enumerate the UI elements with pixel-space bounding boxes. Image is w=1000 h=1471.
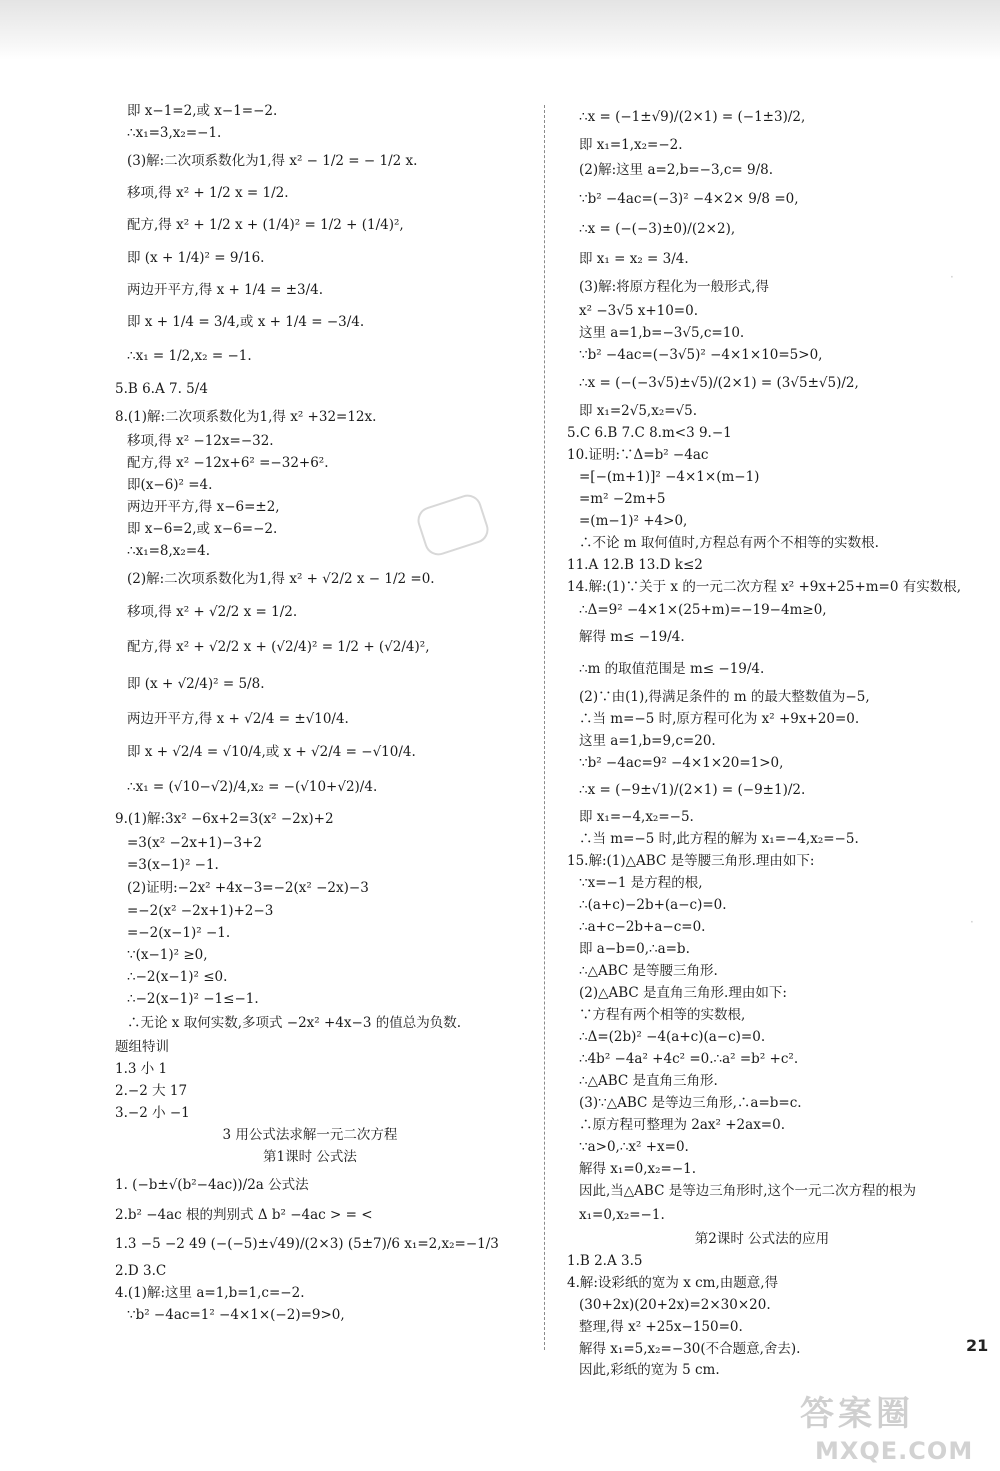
answer-line: ∴△ABC 是直角三角形. (579, 1073, 718, 1089)
answer-line: ∴a+c−2b+a−c=0. (579, 919, 706, 935)
answer-line: ∴Δ=(2b)² −4(a+c)(a−c)=0. (579, 1029, 766, 1045)
answer-line: 9.(1)解:3x² −6x+2=3(x² −2x)+2 (115, 811, 334, 827)
answer-line: 即(x−6)² =4. (127, 477, 213, 493)
answer-line: ∵方程有两个相等的实数根, (579, 1007, 746, 1023)
answer-line: 即 x₁ = x₂ = 3/4. (579, 251, 689, 267)
answer-line: 即 x₁=2√5,x₂=√5. (579, 403, 698, 419)
answer-line: 移项,得 x² + √2/2 x = 1/2. (127, 604, 298, 620)
answer-line: 整理,得 x² +25x−150=0. (579, 1319, 743, 1335)
answer-line: 5.C 6.B 7.C 8.m<3 9.−1 (567, 425, 732, 441)
answer-line: 两边开平方,得 x + 1/4 = ±3/4. (127, 282, 324, 298)
answer-line: 这里 a=1,b=−3√5,c=10. (579, 325, 745, 341)
answer-line: 因此,当△ABC 是等边三角形时,这个一元二次方程的根为 (579, 1183, 917, 1199)
answer-line: ∵b² −4ac=1² −4×1×(−2)=9>0, (127, 1307, 345, 1323)
answer-line: 题组特训 (115, 1039, 169, 1055)
answer-line: ∴x = (−9±√1)/(2×1) = (−9±1)/2. (579, 782, 806, 798)
left-answer-column (115, 100, 535, 1326)
answer-line: ∵(x−1)² ≥0, (127, 947, 208, 963)
answer-line: ∴Δ=9² −4×1×(25+m)=−19−4m≥0, (579, 602, 827, 618)
answer-line: =m² −2m+5 (579, 491, 666, 507)
answer-line: x₁=0,x₂=−1. (579, 1207, 665, 1223)
answer-line: 4.解:设彩纸的宽为 x cm,由题意,得 (567, 1275, 779, 1291)
answer-line: =−2(x² −2x+1)+2−3 (127, 903, 274, 919)
answer-line: ∴x₁ = 1/2,x₂ = −1. (127, 348, 252, 364)
answer-line: (3)解:二次项系数化为1,得 x² − 1/2 = − 1/2 x. (127, 153, 418, 169)
answer-line: 10.证明:∵Δ=b² −4ac (567, 447, 709, 463)
answer-line: 1.3 小 1 (115, 1061, 168, 1077)
answer-line: ∴当 m=−5 时,此方程的解为 x₁=−4,x₂=−5. (579, 831, 859, 847)
answer-line: ∴x₁=3,x₂=−1. (127, 125, 222, 141)
answer-line: (2)△ABC 是直角三角形.理由如下: (579, 985, 787, 1001)
answer-line: 1.3 −5 −2 49 (−(−5)±√49)/(2×3) (5±7)/6 x₁=2,x₂=−1/3 (115, 1236, 499, 1252)
answer-line: 配方,得 x² + √2/2 x + (√2/4)² = 1/2 + (√2/4)², (127, 639, 430, 655)
answer-line: 即 (x + 1/4)² = 9/16. (127, 250, 265, 266)
answer-line: x² −3√5 x+10=0. (579, 303, 698, 319)
answer-line: 即 x + √2/4 = √10/4,或 x + √2/4 = −√10/4. (127, 744, 416, 760)
answer-line: =−2(x−1)² −1. (127, 925, 231, 941)
answer-line: ∵b² −4ac=9² −4×1×20=1>0, (579, 755, 784, 771)
answer-line: 4.(1)解:这里 a=1,b=1,c=−2. (115, 1285, 305, 1301)
answer-line: 即 x−1=2,或 x−1=−2. (127, 103, 278, 119)
page-number: 21 (966, 1336, 989, 1355)
section-heading: 3 用公式法求解一元二次方程 (222, 1127, 398, 1143)
answer-line: 解得 x₁=5,x₂=−30(不合题意,舍去). (579, 1341, 801, 1357)
answer-line: =[−(m+1)]² −4×1×(m−1) (579, 469, 760, 485)
column-divider (544, 105, 545, 1350)
answer-line: ∴无论 x 取何实数,多项式 −2x² +4x−3 的值总为负数. (127, 1015, 461, 1031)
answer-line: ∵b² −4ac=(−3)² −4×2× 9/8 =0, (579, 191, 799, 207)
answer-line: (30+2x)(20+2x)=2×30×20. (579, 1297, 771, 1313)
answer-line: ∴当 m=−5 时,原方程可化为 x² +9x+20=0. (579, 711, 860, 727)
answer-line: ∴−2(x−1)² −1≤−1. (127, 991, 259, 1007)
answer-line: ∴−2(x−1)² ≤0. (127, 969, 228, 985)
section-heading: 第1课时 公式法 (263, 1149, 357, 1165)
answer-line: 移项,得 x² −12x=−32. (127, 433, 274, 449)
watermark-url: MXQE.COM (815, 1437, 974, 1465)
answer-line: 配方,得 x² −12x+6² =−32+6². (127, 455, 329, 471)
answer-line: ∴不论 m 取何值时,方程总有两个不相等的实数根. (579, 535, 879, 551)
answer-line: 2.b² −4ac 根的判别式 Δ b² −4ac > = < (115, 1207, 373, 1223)
answer-line: (2)∵由(1),得满足条件的 m 的最大整数值为−5, (579, 689, 870, 705)
answer-line: ∴x₁=8,x₂=4. (127, 543, 211, 559)
answer-line: ∵a>0,∴x² +x=0. (579, 1139, 689, 1155)
answer-line: 移项,得 x² + 1/2 x = 1/2. (127, 185, 289, 201)
answer-line: 1. (−b±√(b²−4ac))/2a 公式法 (115, 1177, 309, 1193)
answer-line: (3)解:将原方程化为一般形式,得 (579, 279, 769, 295)
answer-line: ∴x = (−1±√9)/(2×1) = (−1±3)/2, (579, 109, 806, 125)
answer-line: =3(x−1)² −1. (127, 857, 219, 873)
answer-line: 5.B 6.A 7. 5/4 (115, 381, 208, 397)
answer-line: 即 (x + √2/4)² = 5/8. (127, 676, 265, 692)
answer-line: (3)∵△ABC 是等边三角形,∴a=b=c. (579, 1095, 802, 1111)
section-heading: 第2课时 公式法的应用 (694, 1231, 830, 1247)
right-answer-column (567, 100, 987, 1380)
answer-line: 这里 a=1,b=9,c=20. (579, 733, 716, 749)
scan-top-band (0, 0, 1000, 60)
answer-line: ∴x₁ = (√10−√2)/4,x₂ = −(√10+√2)/4. (127, 779, 378, 795)
watermark-logo: 答案圈 (800, 1394, 914, 1434)
answer-line: ∴4b² −4a² +4c² =0.∴a² =b² +c². (579, 1051, 799, 1067)
answer-line: =(m−1)² +4>0, (579, 513, 688, 529)
answer-line: =3(x² −2x+1)−3+2 (127, 835, 262, 851)
answer-line: ∴(a+c)−2b+(a−c)=0. (579, 897, 727, 913)
answer-line: 8.(1)解:二次项系数化为1,得 x² +32=12x. (115, 409, 377, 425)
answer-line: 因此,彩纸的宽为 5 cm. (579, 1362, 720, 1378)
answer-line: ∴x = (−(−3√5)±√5)/(2×1) = (3√5±√5)/2, (579, 375, 859, 391)
answer-line: 11.A 12.B 13.D k≤2 (567, 557, 703, 573)
answer-line: 2.−2 大 17 (115, 1083, 188, 1099)
answer-line: (2)证明:−2x² +4x−3=−2(x² −2x)−3 (127, 880, 369, 896)
answer-line: 解得 x₁=0,x₂=−1. (579, 1161, 697, 1177)
answer-line: ∴m 的取值范围是 m≤ −19/4. (579, 661, 765, 677)
answer-line: 2.D 3.C (115, 1263, 167, 1279)
answer-line: 配方,得 x² + 1/2 x + (1/4)² = 1/2 + (1/4)², (127, 217, 404, 233)
scan-mark: · (970, 915, 974, 929)
answer-line: ∴△ABC 是等腰三角形. (579, 963, 718, 979)
answer-line: (2)解:二次项系数化为1,得 x² + √2/2 x − 1/2 =0. (127, 571, 435, 587)
answer-line: 两边开平方,得 x + √2/4 = ±√10/4. (127, 711, 349, 727)
answer-line: 1.B 2.A 3.5 (567, 1253, 643, 1269)
answer-line: 14.解:(1)∵关于 x 的一元二次方程 x² +9x+25+m=0 有实数根, (567, 579, 962, 595)
answer-line: 即 x₁=1,x₂=−2. (579, 137, 683, 153)
answer-line: 即 a−b=0,∴a=b. (579, 941, 690, 957)
answer-line: 即 x + 1/4 = 3/4,或 x + 1/4 = −3/4. (127, 314, 365, 330)
scan-mark: · (950, 270, 954, 284)
answer-line: 即 x₁=−4,x₂=−5. (579, 809, 694, 825)
answer-line: 两边开平方,得 x−6=±2, (127, 499, 280, 515)
answer-line: 3.−2 小 −1 (115, 1105, 190, 1121)
answer-line: ∴原方程可整理为 2ax² +2ax=0. (579, 1117, 785, 1133)
answer-line: 15.解:(1)△ABC 是等腰三角形.理由如下: (567, 853, 815, 869)
answer-line: 解得 m≤ −19/4. (579, 629, 685, 645)
answer-line: ∴x = (−(−3)±0)/(2×2), (579, 221, 736, 237)
answer-line: ∵x=−1 是方程的根, (579, 875, 703, 891)
answer-line: 即 x−6=2,或 x−6=−2. (127, 521, 278, 537)
answer-line: ∵b² −4ac=(−3√5)² −4×1×10=5>0, (579, 347, 823, 363)
answer-line: (2)解:这里 a=2,b=−3,c= 9/8. (579, 162, 774, 178)
